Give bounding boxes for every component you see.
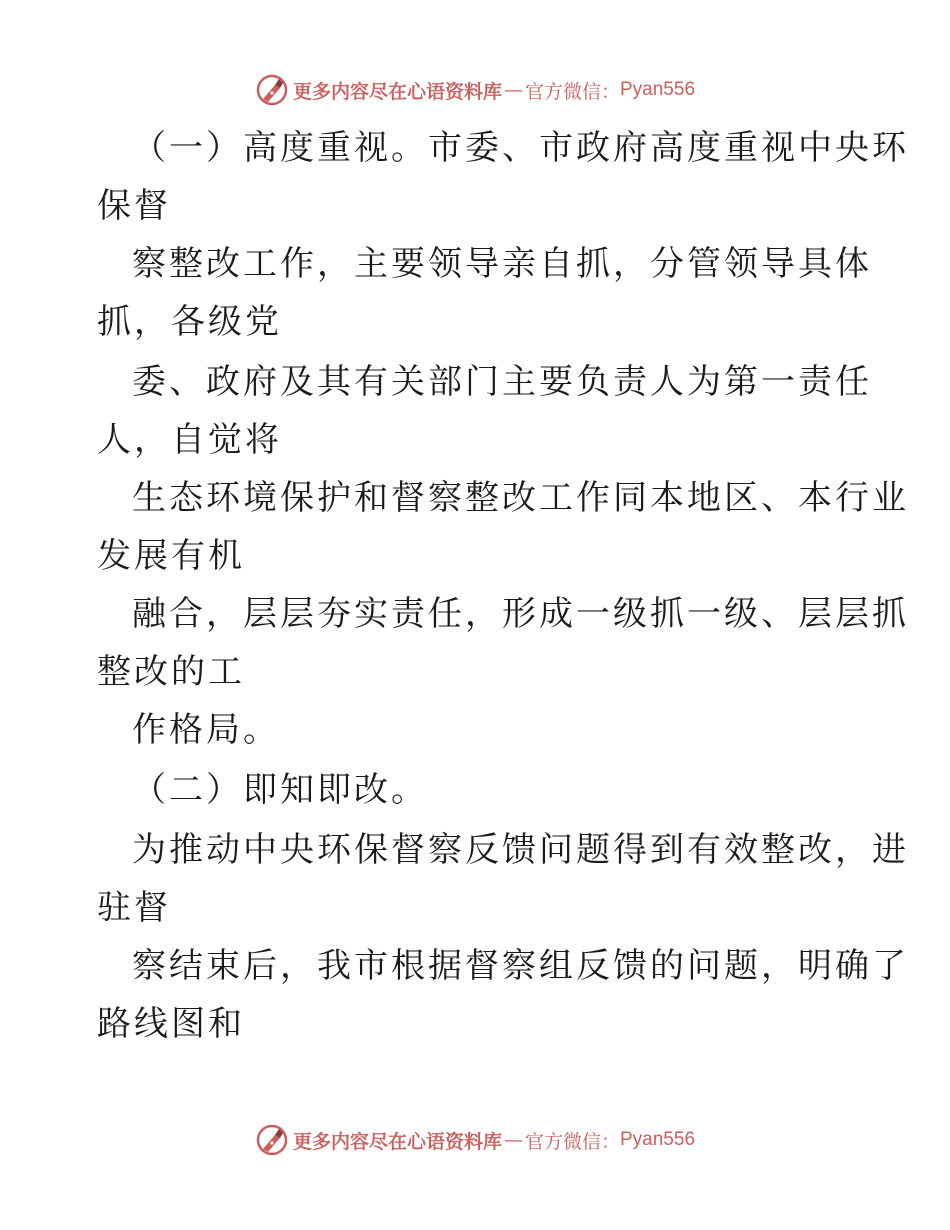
body-line: 抓，各级党 <box>97 302 282 342</box>
footer-banner <box>0 1120 950 1160</box>
body-line: 人，自觉将 <box>97 420 282 460</box>
body-line: 委、政府及其有关部门主要负责人为第一责任 <box>132 362 872 402</box>
body-line: 察结束后，我市根据督察组反馈的问题，明确了 <box>132 946 909 986</box>
header-banner <box>0 70 950 110</box>
body-line: 察整改工作，主要领导亲自抓，分管领导具体 <box>132 244 872 284</box>
body-line: 整改的工 <box>97 652 245 692</box>
banner-title: 更多内容尽在心语资料库 <box>292 1130 502 1153</box>
body-line: 为推动中央环保督察反馈问题得到有效整改，进 <box>132 830 909 870</box>
body-line: 保督 <box>97 186 171 226</box>
banner-wechat-id: Pyan556 <box>620 79 696 100</box>
body-line: 路线图和 <box>97 1004 245 1044</box>
body-line: （一）高度重视。市委、市政府高度重视中央环 <box>132 128 909 168</box>
body-line: 生态环境保护和督察整改工作同本地区、本行业 <box>132 478 909 518</box>
banner-wechat-id: Pyan556 <box>620 1129 696 1150</box>
banner-separator: — <box>503 1129 523 1151</box>
banner-separator: — <box>503 79 523 101</box>
pen-nib-logo-icon <box>255 1123 289 1157</box>
body-line: 融合，层层夯实责任，形成一级抓一级、层层抓 <box>132 594 909 634</box>
body-line: 发展有机 <box>97 536 245 576</box>
banner-title: 更多内容尽在心语资料库 <box>292 80 502 103</box>
body-line: 驻督 <box>97 888 171 928</box>
banner-wechat-label: 官方微信： <box>524 80 620 103</box>
body-line: （二）即知即改。 <box>132 770 428 810</box>
banner-wechat-label: 官方微信： <box>524 1130 620 1153</box>
pen-nib-logo-icon <box>255 73 289 107</box>
body-line: 作格局。 <box>132 710 280 750</box>
